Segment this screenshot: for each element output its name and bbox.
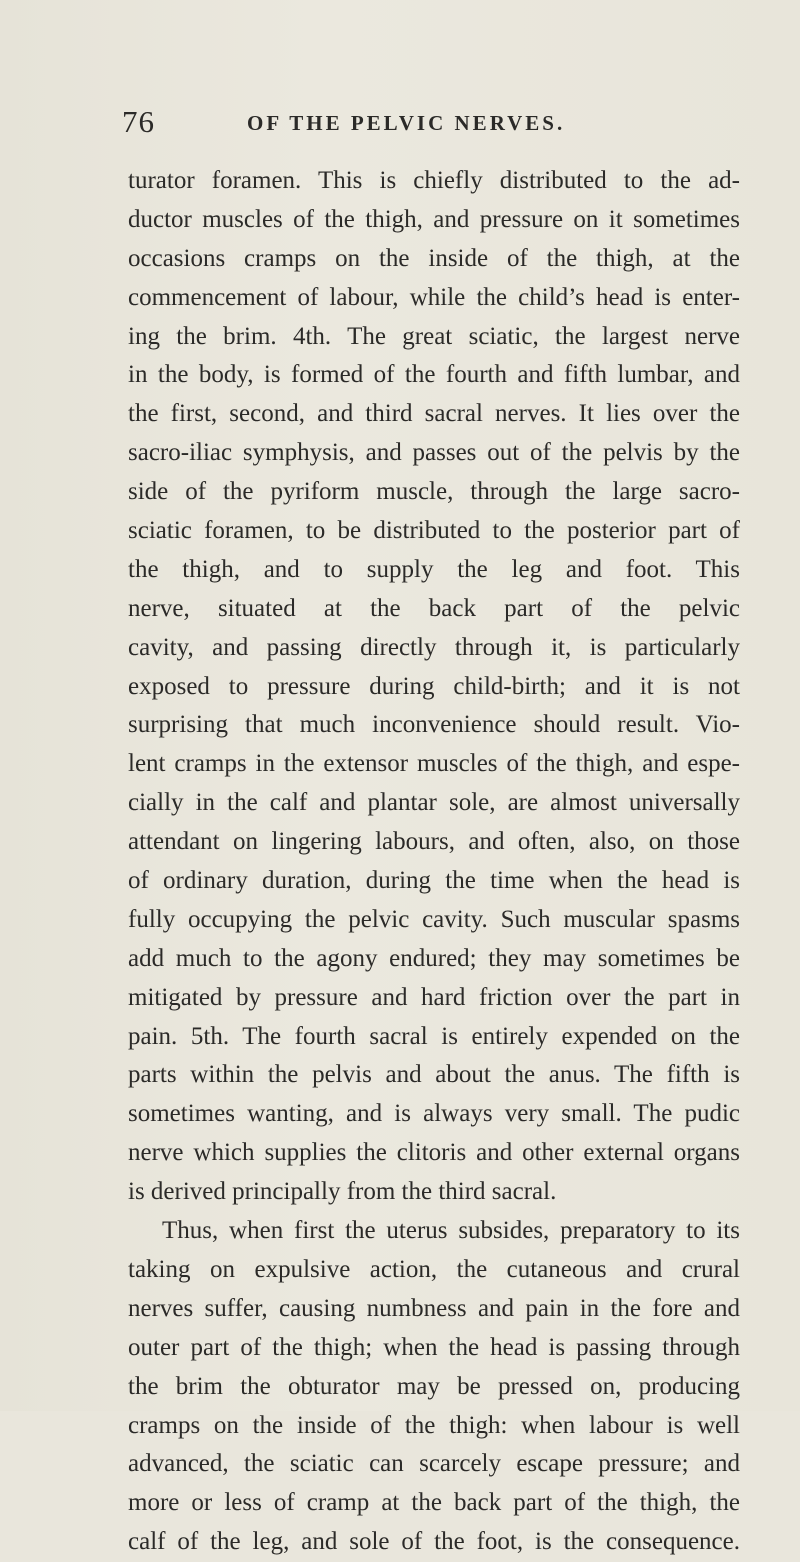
text-line: turator foramen. This is chiefly distributed to the ad- — [128, 167, 740, 194]
text-line: sometimes wanting, and is always very small. The pudic — [128, 1100, 740, 1128]
text-line: sciatic foramen, to be distributed to the posterior part of — [128, 517, 740, 545]
text-line: occasions cramps on the inside of the thigh, at the — [128, 244, 740, 272]
text-line: fully occupying the pelvic cavity. Such muscular spasms — [128, 905, 740, 933]
text-line: cavity, and passing directly through it, is particularly — [128, 633, 740, 661]
text-line: exposed to pressure during child-birth; and it is not — [128, 672, 740, 700]
text-line: side of the pyriform muscle, through the large sacro- — [128, 478, 740, 506]
text-line: more or less of cramp at the back part of the thigh, the — [128, 1489, 740, 1517]
text-line: the first, second, and third sacral nerves. It lies over the — [128, 400, 740, 428]
text-line: taking on expulsive action, the cutaneous and crural — [128, 1255, 740, 1283]
text-line: lent cramps in the extensor muscles of the thigh, and espe- — [128, 750, 740, 778]
paragraph-start-line: Thus, when first the uterus subsides, preparatory to its — [162, 1217, 740, 1245]
text-line: of ordinary duration, during the time when the head is — [128, 867, 740, 895]
text-line: cially in the calf and plantar sole, are almost universally — [128, 789, 740, 817]
text-line: attendant on lingering labours, and often, also, on those — [128, 828, 740, 856]
text-line: the thigh, and to supply the leg and foot. This — [128, 555, 740, 583]
running-head — [122, 104, 742, 140]
running-title: OF THE PELVIC NERVES. — [247, 111, 566, 135]
body-text — [128, 162, 740, 1562]
text-line: calf of the leg, and sole of the foot, is the consequence. — [128, 1528, 740, 1556]
text-line: pain. 5th. The fourth sacral is entirely expended on the — [128, 1022, 740, 1050]
text-line: nerves suffer, causing numbness and pain in the fore and — [128, 1294, 740, 1322]
text-line: commencement of labour, while the child’s head is enter- — [128, 283, 740, 311]
text-line: in the body, is formed of the fourth and fifth lumbar, and — [128, 361, 740, 389]
paragraph-end-line: is derived principally from the third sacral. — [128, 1178, 557, 1206]
text-line: mitigated by pressure and hard friction over the part in — [128, 983, 740, 1011]
text-line: parts within the pelvis and about the anus. The fifth is — [128, 1061, 740, 1089]
text-line: surprising that much inconvenience should result. Vio- — [128, 711, 740, 739]
text-line: ing the brim. 4th. The great sciatic, the largest nerve — [128, 322, 740, 350]
text-line: sacro-iliac symphysis, and passes out of the pelvis by the — [128, 439, 740, 467]
text-line: the brim the obturator may be pressed on, producing — [128, 1372, 740, 1400]
text-line: outer part of the thigh; when the head is passing through — [128, 1333, 740, 1361]
text-line: nerve which supplies the clitoris and other external organs — [128, 1139, 740, 1167]
text-line: ductor muscles of the thigh, and pressure on it sometimes — [128, 205, 740, 233]
text-line: add much to the agony endured; they may sometimes be — [128, 944, 740, 972]
text-line: nerve, situated at the back part of the pelvic — [128, 594, 740, 622]
text-line: cramps on the inside of the thigh: when labour is well — [128, 1411, 740, 1439]
page-number: 76 — [122, 104, 155, 139]
text-line: advanced, the sciatic can scarcely escape pressure; and — [128, 1450, 740, 1478]
